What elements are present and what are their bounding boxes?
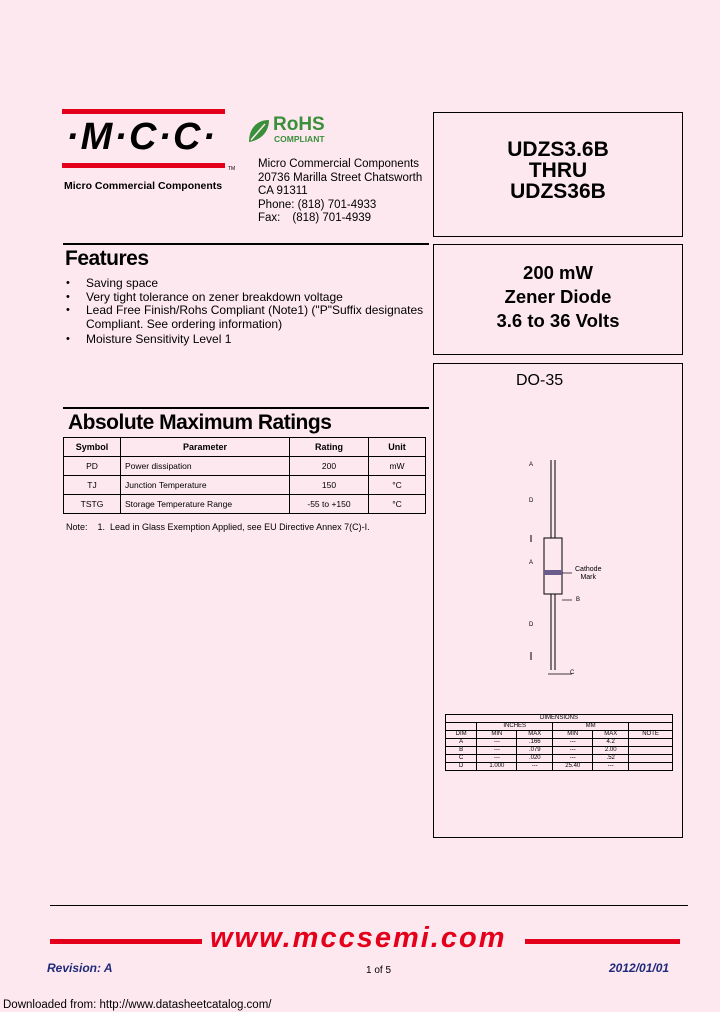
table-cell: PD xyxy=(64,457,121,476)
desc-power: 200 mW xyxy=(523,262,593,283)
ratings-rule xyxy=(63,407,429,409)
table-cell: --- xyxy=(477,739,517,747)
table-cell: Power dissipation xyxy=(121,457,290,476)
table-cell xyxy=(629,755,673,763)
list-item: • Saving space xyxy=(64,277,434,291)
logo-bottom-bar xyxy=(62,163,225,168)
table-cell: DIMENSIONS xyxy=(446,715,673,723)
table-cell: DIM xyxy=(446,731,477,739)
desc-type: Zener Diode xyxy=(504,286,612,307)
mcc-logo: ·M·C·C· xyxy=(66,116,218,158)
address-street: 20736 Marilla Street Chatsworth xyxy=(258,171,423,184)
table-cell: 2.00 xyxy=(593,747,629,755)
download-source: Downloaded from: http://www.datasheetcatalog.com/ xyxy=(3,999,272,1011)
table-cell: C xyxy=(446,755,477,763)
table-cell: .52 xyxy=(593,755,629,763)
table-row xyxy=(446,763,673,771)
table-cell: D xyxy=(446,763,477,771)
table-cell: --- xyxy=(477,747,517,755)
table-header-row xyxy=(64,438,426,457)
features-title: Features xyxy=(65,247,149,270)
list-item: • Lead Free Finish/Rohs Compliant (Note1) ("P"Suffix designates xyxy=(64,304,434,318)
table-cell: °C xyxy=(369,495,426,514)
logo-subtitle: Micro Commercial Components xyxy=(64,180,223,192)
table-cell: .079 xyxy=(517,747,553,755)
address-block xyxy=(258,158,422,226)
table-cell xyxy=(629,723,673,731)
table-cell: Storage Temperature Range xyxy=(121,495,290,514)
table-cell: --- xyxy=(477,755,517,763)
features-rule xyxy=(63,243,429,245)
table-cell xyxy=(446,723,477,731)
table-cell: A xyxy=(446,739,477,747)
footer-rule xyxy=(50,905,688,906)
dim-letter: B xyxy=(576,597,581,603)
ratings-title: Absolute Maximum Ratings xyxy=(68,411,332,434)
table-cell: °C xyxy=(369,476,426,495)
table-cell: .166 xyxy=(517,739,553,747)
table-cell: Junction Temperature xyxy=(121,476,290,495)
dim-letter: A xyxy=(529,462,534,468)
table-cell: 1.000 xyxy=(477,763,517,771)
note-text: Note: 1. Lead in Glass Exemption Applied, see EU Directive Annex 7(C)-I. xyxy=(66,522,370,532)
rohs-leaf-icon xyxy=(247,118,271,144)
revision-date: 2012/01/01 xyxy=(609,961,670,975)
table-cell: --- xyxy=(553,747,593,755)
table-header: Unit xyxy=(369,438,426,457)
table-cell: NOTE xyxy=(629,731,673,739)
table-cell: 150 xyxy=(290,476,369,495)
footer-left-bar xyxy=(50,939,202,944)
desc-voltage: 3.6 to 36 Volts xyxy=(496,310,620,331)
part-number-start: UDZS3.6B xyxy=(507,138,609,161)
list-item: • Moisture Sensitivity Level 1 xyxy=(64,333,434,347)
table-cell: 200 xyxy=(290,457,369,476)
rohs-compliant: COMPLIANT xyxy=(274,134,325,144)
table-cell xyxy=(629,763,673,771)
table-row xyxy=(446,755,673,763)
table-row xyxy=(446,739,673,747)
table-row xyxy=(64,495,426,514)
logo-tm: TM xyxy=(228,166,236,172)
table-cell xyxy=(629,739,673,747)
rohs-title: RoHS xyxy=(273,114,325,135)
list-item: • Very tight tolerance on zener breakdown voltage xyxy=(64,291,434,305)
table-row xyxy=(446,715,673,723)
footer-right-bar xyxy=(525,939,680,944)
table-cell: --- xyxy=(517,763,553,771)
list-item: Compliant. See ordering information) xyxy=(86,316,283,331)
table-header: Symbol xyxy=(64,438,121,457)
diode-drawing xyxy=(520,460,620,680)
dim-letter: A xyxy=(529,560,534,566)
features-list xyxy=(64,277,434,347)
part-number-thru: THRU xyxy=(528,159,588,182)
table-row xyxy=(446,723,673,731)
dim-letter: D xyxy=(529,498,534,504)
website-link[interactable]: www.mccsemi.com xyxy=(210,922,507,954)
table-cell: 25.40 xyxy=(553,763,593,771)
table-cell: 4.2 xyxy=(593,739,629,747)
table-cell: INCHES xyxy=(477,723,553,731)
table-cell: MIN xyxy=(477,731,517,739)
table-cell: .020 xyxy=(517,755,553,763)
package-name: DO-35 xyxy=(516,372,564,389)
part-number-box xyxy=(433,112,683,237)
cathode-label: Cathode Mark xyxy=(575,566,602,581)
page-number: 1 of 5 xyxy=(366,965,392,976)
address-city: CA 91311 xyxy=(258,185,308,197)
table-cell: --- xyxy=(553,739,593,747)
table-cell: TSTG xyxy=(64,495,121,514)
table-cell: --- xyxy=(553,755,593,763)
description-box xyxy=(433,244,683,355)
table-cell: --- xyxy=(593,763,629,771)
logo-top-bar xyxy=(62,109,225,114)
address-fax: Fax: (818) 701-4939 xyxy=(258,212,372,224)
table-row xyxy=(446,747,673,755)
dimensions-table xyxy=(445,714,673,771)
table-header: Parameter xyxy=(121,438,290,457)
address-phone: Phone: (818) 701-4933 xyxy=(258,198,377,211)
table-cell: MAX xyxy=(593,731,629,739)
table-header-row xyxy=(446,731,673,739)
table-cell: mW xyxy=(369,457,426,476)
ratings-table xyxy=(63,437,426,514)
dim-letter: D xyxy=(529,622,534,628)
table-cell: TJ xyxy=(64,476,121,495)
address-company: Micro Commercial Components xyxy=(258,158,420,170)
table-cell: -55 to +150 xyxy=(290,495,369,514)
table-cell: MAX xyxy=(517,731,553,739)
table-cell: B xyxy=(446,747,477,755)
table-row xyxy=(64,476,426,495)
part-number-end: UDZS36B xyxy=(510,180,606,203)
revision-label: Revision: A xyxy=(47,961,113,975)
dim-letter: C xyxy=(570,670,575,676)
table-cell xyxy=(629,747,673,755)
table-cell: MIN xyxy=(553,731,593,739)
table-cell: MM xyxy=(553,723,629,731)
table-header: Rating xyxy=(290,438,369,457)
table-row xyxy=(64,457,426,476)
